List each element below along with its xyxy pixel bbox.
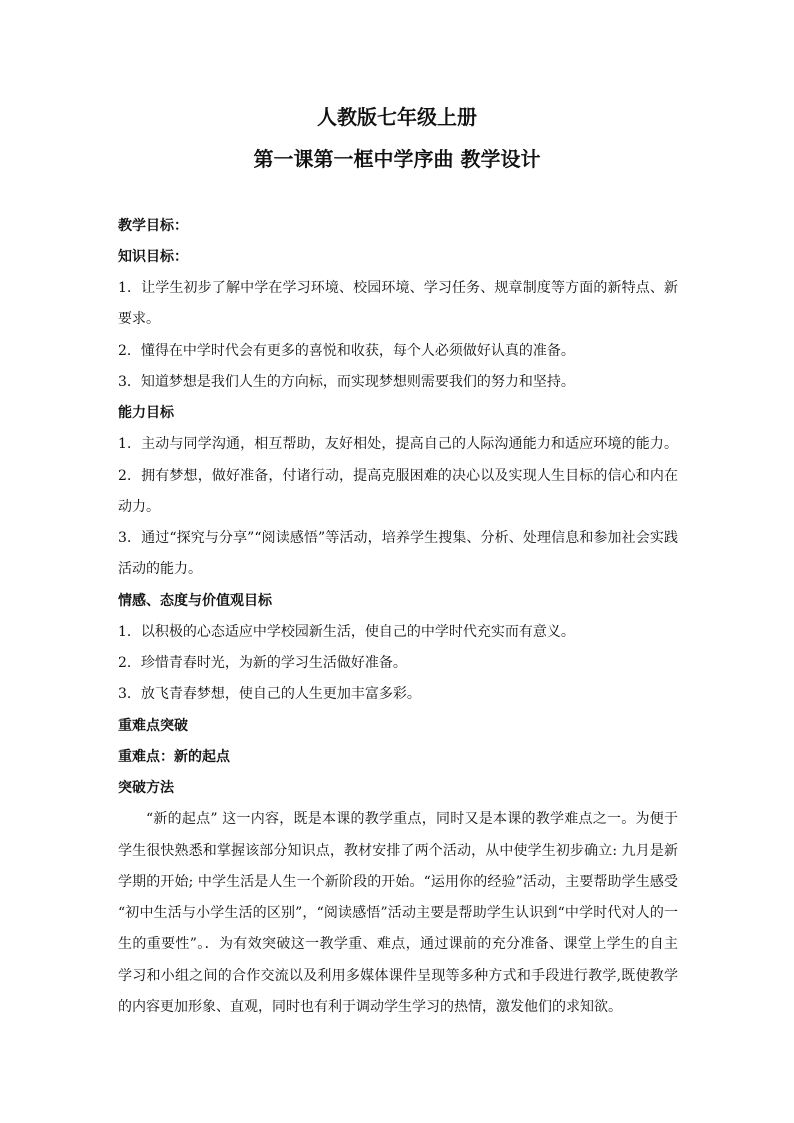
heading-methods: 突破方法 [118, 780, 174, 796]
paragraph-line: “初中生活与小学生活的区别”，“阅读感悟”活动主要是帮助学生认识到“中学时代对人的一 [118, 905, 678, 921]
paragraph-line: 学期的开始; 中学生活是人生一个新阶段的开始。“运用你的经验”活动，主要帮助学生感受 [118, 874, 678, 890]
document-title: 人教版七年级上册 [317, 105, 477, 129]
heading-key-difficulties: 重难点突破 [118, 718, 188, 734]
paragraph-line: 学生很快熟悉和掌握该部分知识点，教材安排了两个活动，从中使学生初步确立: 九月是新 [118, 843, 678, 859]
paragraph-line: 的内容更加形象、直观，同时也有利于调动学生学习的热情，激发他们的求知欲。 [118, 999, 622, 1015]
text-line: 要求。 [118, 311, 160, 327]
text-line: 活动的能力。 [118, 561, 202, 577]
text-line: 3．放飞青春梦想，使自己的人生更加丰富多彩。 [118, 686, 421, 702]
text-line: 1．让学生初步了解中学在学习环境、校园环境、学习任务、规章制度等方面的新特点、新 [118, 280, 678, 296]
text-line: 2．懂得在中学时代会有更多的喜悦和收获，每个人必须做好认真的准备。 [118, 343, 575, 359]
heading-values-goals: 情感、态度与价值观目标 [118, 593, 272, 609]
text-line: 2．珍惜青春时光，为新的学习生活做好准备。 [118, 655, 407, 671]
text-line: 1．以积极的心态适应中学校园新生活，使自己的中学时代充实而有意义。 [118, 624, 575, 640]
text-line: 1．主动与同学沟通，相互帮助，友好相处，提高自己的人际沟通能力和适应环境的能力。 [118, 436, 678, 452]
heading-knowledge-goals: 知识目标： [118, 249, 188, 265]
text-line: 3．通过“探究与分享”“阅读感悟”等活动，培养学生搜集、分析、处理信息和参加社会实践 [118, 530, 678, 546]
heading-key-point: 重难点：新的起点 [118, 749, 230, 765]
text-line: 2．拥有梦想，做好准备，付诸行动，提高克服困难的决心以及实现人生目标的信心和内在 [118, 468, 678, 484]
text-line: 3．知道梦想是我们人生的方向标，而实现梦想则需要我们的努力和坚持。 [118, 374, 575, 390]
heading-teaching-goals: 教学目标： [118, 218, 188, 234]
document-subtitle: 第一课第一框中学序曲 教学设计 [253, 147, 541, 171]
text-line: 动力。 [118, 499, 160, 515]
paragraph-line: 生的重要性”。．为有效突破这一教学重、难点，通过课前的充分准备、课堂上学生的自主 [118, 936, 678, 952]
heading-ability-goals: 能力目标 [118, 405, 174, 421]
paragraph-line: 学习和小组之间的合作交流以及利用多媒体课件呈现等多种方式和手段进行教学,既使教学 [118, 968, 678, 984]
paragraph-line: “新的起点” 这一内容，既是本课的教学重点，同时又是本课的教学难点之一。为便于 [146, 811, 678, 827]
